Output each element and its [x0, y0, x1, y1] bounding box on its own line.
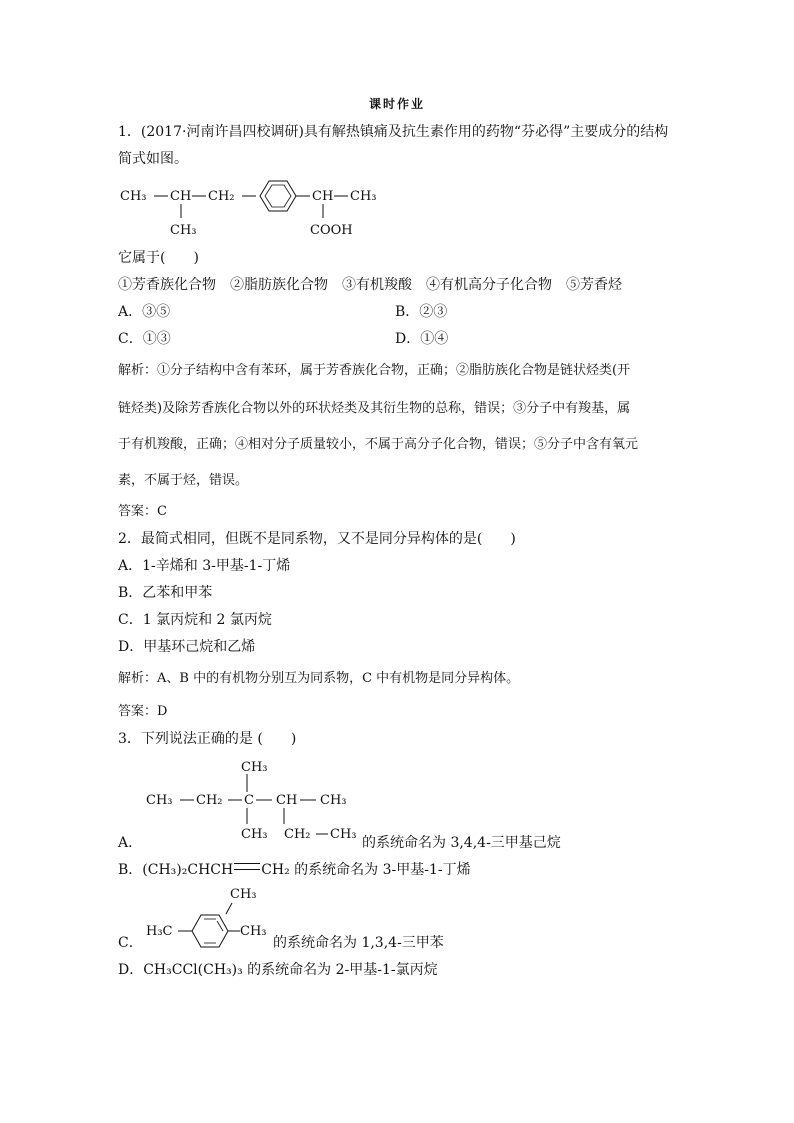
q1-choice-d: D．①④	[395, 331, 449, 347]
q3-a-structural-formula	[144, 756, 362, 848]
double-bond-icon	[234, 863, 260, 870]
q2-answer: 答案：D	[118, 704, 168, 719]
q1-stem-line1: 1．(2017·河南许昌四校调研)具有解热镇痛及抗生素作用的药物“芬必得”主要成分的结构	[118, 124, 669, 140]
q3-choice-a-suffix: 的系统命名为 3,4,4-三甲基己烷	[362, 835, 561, 851]
q2-choice-a: A．1-辛烯和 3-甲基-1-丁烯	[118, 558, 291, 574]
q3a-f-ch2: CH₂	[196, 793, 223, 808]
q3a-f-ch3-end: CH₃	[330, 827, 357, 842]
q2-stem: 2．最简式相同，但既不是同系物，又不是同分异构体的是( )	[118, 531, 516, 547]
q1-f-ch-right: CH	[312, 189, 334, 204]
q3-choice-d: D．CH₃CCl(CH₃)₃ 的系统命名为 2-甲基-1-氯丙烷	[118, 962, 438, 978]
q1-stem-line2: 简式如图。	[118, 151, 188, 167]
q3a-f-ch3-bottom: CH₃	[241, 827, 268, 842]
q3a-f-ch: CH	[276, 793, 298, 808]
q3c-f-ch3-top: CH₃	[230, 887, 257, 902]
q3c-f-ch3-right: CH₃	[240, 924, 267, 939]
q1-f-cooh: COOH	[310, 223, 353, 238]
q1-analysis-line1: 解析：①分子结构中含有苯环，属于芳香族化合物，正确；②脂肪族化合物是链状烃类(开	[118, 363, 631, 378]
q1-f-ch3-bottom: CH₃	[170, 223, 197, 238]
q3a-f-ch3-top: CH₃	[241, 760, 268, 775]
q1-choice-a: A．③⑤	[118, 304, 171, 320]
q3-choice-c-prefix: C．	[118, 935, 143, 951]
q1-belongs: 它属于( )	[118, 250, 199, 266]
q1-structural-formula	[118, 176, 398, 242]
q3-stem: 3．下列说法正确的是 ( )	[118, 731, 297, 747]
q2-choice-b: B．乙苯和甲苯	[118, 585, 213, 601]
q2-analysis: 解析：A、B 中的有机物分别互为同系物，C 中有机物是同分异构体。	[118, 671, 520, 686]
q1-f-ch3-right: CH₃	[350, 189, 377, 204]
q1-analysis-line4: 素，不属于烃，错误。	[118, 473, 249, 488]
q3a-f-c: C	[244, 793, 254, 808]
q3-choice-a-prefix: A．	[118, 835, 143, 851]
q1-analysis-line3: 于有机羧酸，正确；④相对分子质量较小，不属于高分子化合物，错误；⑤分子中含有氧元	[118, 437, 639, 452]
q2-choice-d: D．甲基环己烷和乙烯	[118, 639, 256, 655]
q3a-f-ch3: CH₃	[146, 793, 173, 808]
q3-choice-c-suffix: 的系统命名为 1,3,4-三甲苯	[273, 935, 444, 951]
q1-f-ch2: CH₂	[208, 189, 235, 204]
q1-options-line: ①芳香族化合物 ②脂肪族化合物 ③有机羧酸 ④有机高分子化合物 ⑤芳香烃	[118, 277, 622, 293]
q1-answer: 答案：C	[118, 504, 167, 519]
q3a-f-ch3-right: CH₃	[320, 793, 347, 808]
q3-choice-b	[118, 861, 471, 879]
q3a-f-ch2-bottom: CH₂	[284, 827, 311, 842]
q1-f-ch3-left: CH₃	[120, 189, 147, 204]
q1-analysis-line2: 链烃类)及除芳香族化合物以外的环状烃类及其衍生物的总称，错误；③分子中有羧基，属	[118, 401, 631, 416]
q3-choice-b-pre: B．(CH₃)₂CHCH	[118, 862, 234, 878]
q1-choice-b: B．②③	[395, 304, 448, 320]
q2-choice-c: C．1 氯丙烷和 2 氯丙烷	[118, 612, 272, 628]
q1-choice-c: C．①③	[118, 331, 171, 347]
q3-c-structural-formula	[144, 884, 274, 950]
page-title: 课时作业	[368, 97, 425, 111]
q3c-f-h3c: H₃C	[146, 924, 173, 939]
q1-f-ch: CH	[170, 189, 192, 204]
q3-choice-b-post: CH₂ 的系统命名为 3-甲基-1-丁烯	[261, 862, 471, 878]
